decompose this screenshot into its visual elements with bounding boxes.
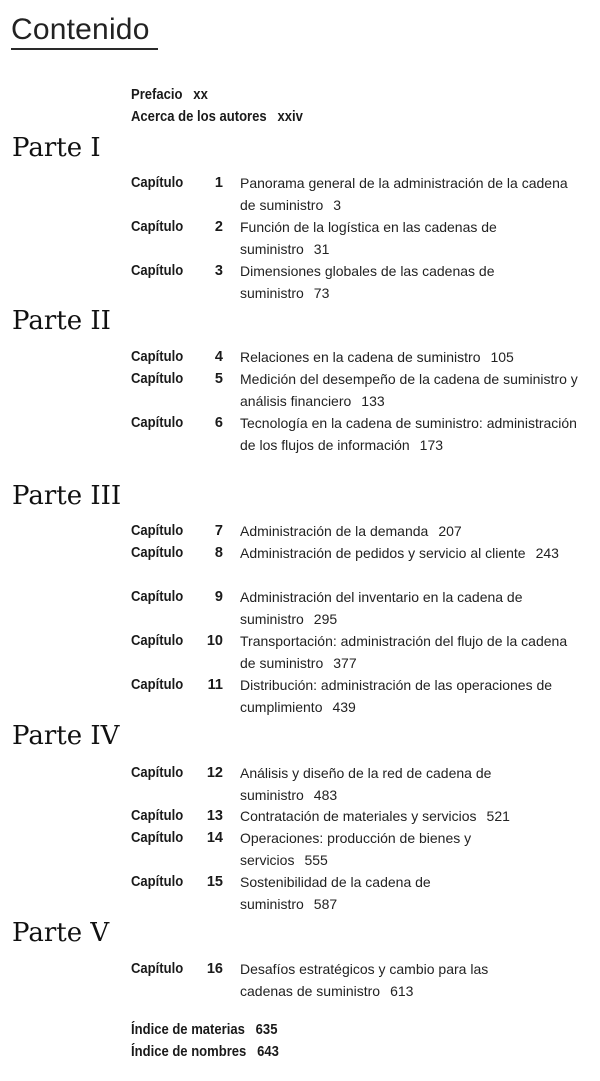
chapter-title: Sostenibilidad de la cadena de suministro 587 [240,874,431,912]
part-heading-3: Parte III [12,481,122,511]
chapter-number: 10 [206,633,223,649]
chapter-title: Administración del inventario en la cadena de suministro 295 [240,589,523,627]
chapter-title: Administración de pedidos y servicio al cliente 243 [240,545,559,561]
back-matter-item-subject-index[interactable] [131,1019,279,1041]
chapter-label: Capítulo [131,589,184,605]
back-matter-item-name-index[interactable] [131,1041,279,1063]
chapter-title: Operaciones: producción de bienes y servicios 555 [240,830,472,868]
front-matter-item-authors[interactable] [131,106,303,128]
back-matter [131,1019,295,1063]
chapter-page: 73 [313,285,330,301]
chapter-page: 3 [333,197,342,213]
chapter-label: Capítulo [131,175,184,191]
chapter-label: Capítulo [131,874,184,890]
chapter-page: 173 [419,437,444,453]
back-matter-page: 643 [257,1044,279,1060]
chapter-number: 5 [214,371,223,387]
back-matter-label: Índice de nombres [131,1044,247,1060]
chapter-title: Transportación: administración del flujo de la cadena de suministro 377 [240,633,568,671]
back-matter-label: Índice de materias [131,1022,245,1038]
part-heading-2: Parte II [12,306,111,336]
chapter-title: Distribución: administración de las operaciones de cumplimiento 439 [240,677,553,715]
front-matter-page: xx [193,87,208,103]
chapter-number: 1 [214,175,223,191]
chapter-page: 31 [313,241,330,257]
title-underline [11,48,158,50]
chapter-page: 133 [361,393,385,409]
chapter-label: Capítulo [131,523,184,539]
chapter-page: 613 [390,983,414,999]
chapter-number: 7 [214,523,223,539]
chapter-label: Capítulo [131,830,184,846]
chapter-label: Capítulo [131,415,184,431]
chapter-number: 15 [206,874,223,890]
part-heading-1: Parte I [12,133,101,163]
chapter-number: 12 [206,765,223,781]
chapter-number: 8 [214,545,223,561]
chapter-title: Análisis y diseño de la red de cadena de suministro 483 [240,765,492,803]
chapter-label: Capítulo [131,677,184,693]
front-matter-label: Acerca de los autores [131,109,267,125]
part-heading-5: Parte V [12,918,110,948]
chapter-number: 13 [206,808,223,824]
chapter-label: Capítulo [131,545,184,561]
chapter-label: Capítulo [131,961,184,977]
page-title: Contenido [11,13,150,46]
front-matter-page: xxiv [277,109,303,125]
chapter-label: Capítulo [131,263,184,279]
chapter-title: Dimensiones globales de las cadenas de suministro 73 [240,263,495,301]
chapter-page: 105 [490,349,514,365]
chapter-label: Capítulo [131,808,184,824]
chapter-number: 3 [214,263,223,279]
chapter-title: Panorama general de la administración de la cadena de suministro 3 [240,175,568,213]
chapter-number: 16 [206,961,223,977]
chapter-title: Relaciones en la cadena de suministro 105 [240,349,514,365]
chapter-number: 4 [214,349,223,365]
chapter-page: 207 [438,523,462,539]
chapter-title: Tecnología en la cadena de suministro: administración de los flujos de información 173 [240,415,577,453]
back-matter-page: 635 [255,1022,278,1038]
front-matter-label: Prefacio [131,87,183,103]
chapter-label: Capítulo [131,371,184,387]
front-matter [131,84,322,128]
chapter-number: 11 [207,677,223,693]
chapter-page: 521 [486,808,510,824]
chapter-label: Capítulo [131,633,184,649]
chapter-page: 377 [333,655,357,671]
chapter-number: 14 [206,830,223,846]
chapter-number: 6 [214,415,223,431]
chapter-page: 555 [304,852,328,868]
chapter-title: Administración de la demanda 207 [240,523,462,539]
chapter-number: 9 [214,589,223,605]
chapter-page: 587 [313,896,338,912]
chapter-label: Capítulo [131,349,184,365]
chapter-page: 439 [332,699,356,715]
chapter-title: Desafíos estratégicos y cambio para las cadenas de suministro 613 [240,961,489,999]
part-heading-4: Parte IV [12,721,120,751]
chapter-number: 2 [214,219,223,235]
front-matter-item-preface[interactable] [131,84,303,106]
chapter-title: Contratación de materiales y servicios 521 [240,808,510,824]
chapter-page: 243 [535,545,559,561]
chapter-label: Capítulo [131,219,184,235]
chapter-title: Función de la logística en las cadenas de suministro 31 [240,219,497,257]
chapter-label: Capítulo [131,765,184,781]
chapter-title: Medición del desempeño de la cadena de suministro y análisis financiero 133 [240,371,578,409]
chapter-page: 295 [313,611,338,627]
chapter-page: 483 [313,787,338,803]
